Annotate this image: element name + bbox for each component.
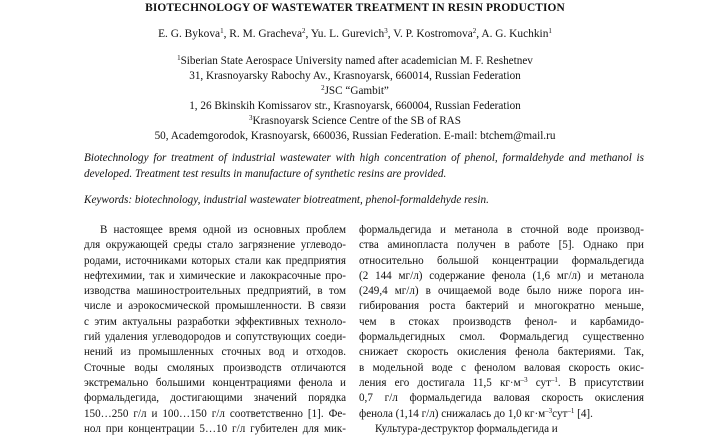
affiliation-2-address: 1, 26 Bkinskih Komissarov str., Krasnoyarsk, 660004, Russian Federation (189, 100, 521, 112)
text-line: гий удаления углеводородов и сопутствующих соеди- (84, 331, 346, 344)
affiliation-1-name: $^1$Siberian State Aerospace University named after academician M. F. Reshetnev (177, 54, 533, 67)
text-line: В настоящее время одной из основных проблем (100, 224, 346, 236)
text-line: 150…250 г/л и 100…150 г/л соответственно [1]. Фе- (84, 407, 346, 420)
text-line: нефтехимии, так и химические и лакокрасочные про- (84, 269, 346, 282)
author-name: Yu. L. Gurevich (310, 28, 385, 40)
author-affiliation-mark: 2 (472, 27, 477, 35)
author-affiliation-mark: 1 (548, 27, 552, 35)
text-line: нений из промышленных сточных вод и отходов. (84, 346, 346, 359)
paper-title: BIOTECHNOLOGY OF WASTEWATER TREATMENT IN RESIN PRODUCTION (145, 2, 565, 14)
text-line: ства аминопласта получен в работе [5]. Однако при (359, 239, 644, 252)
affiliation-3-name: $^3$Krasnoyarsk Science Centre of the SB of RAS (249, 114, 461, 127)
author-name: E. G. Bykova (158, 28, 221, 40)
abstract: Biotechnology for treatment of industrial wastewater with high concentration of phenol, formaldehyde and methanol is developed. Treatment test results in manufacture of synthetic resins are provided. (84, 152, 644, 180)
author-name: A. G. Kuchkin (481, 28, 549, 40)
author-affiliation-mark: 3 (384, 27, 388, 35)
text-line: (2 144 мг/л) содержание фенола (1,6 мг/л) и метанола (359, 269, 644, 282)
author-affiliation-mark: 1 (220, 27, 224, 35)
text-line: нол при концентрации 5…10 г/л губителен для мик- (84, 422, 346, 435)
text-line: снижает скорость окисления фенола бактериями. Так, (359, 346, 644, 359)
text-line: формальдегидных смол. Формальдегид существенно (359, 331, 644, 344)
text-line: относительно большой концентрации формальдегида (359, 254, 644, 267)
text-line: гибирования роста бактерий и многократно меньше, (359, 300, 644, 313)
text-line: фенола (1,14 г/л) снижалась до 1,0 $кг\cdot м^{-3}сут^{-1}$ [4]. (359, 406, 593, 420)
affiliation-3-address: 50, Academgorodok, Krasnoyarsk, 660036, Russian Federation. E-mail: btchem@mail.ru (154, 130, 556, 142)
text-line: 0,7 г/л формальдегида валовая скорость окисления (359, 392, 644, 405)
text-line: Культура-деструктор формальдегида и (375, 422, 558, 435)
author-list: E. G. Bykova$^1$, R. M. Gracheva$^2$, Yu. L. Gurevich$^3$, V. P. Kostromova$^2$, A. G. Kuchkin$^1$ (158, 27, 552, 40)
keywords: Keywords: biotechnology, industrial wastewater biotreatment, phenol-formaldehyde resin. (84, 194, 489, 206)
text-line: в модельной воде с фенолом валовая скорость окис- (359, 361, 644, 374)
text-line: Сточные воды смоляных производств отличаются (84, 361, 346, 374)
left-column (84, 223, 346, 437)
text-line: для окружающей среды стало загрязнение углеводо- (84, 239, 346, 252)
text-line: изводства машиностроительных предприятий, в том (84, 285, 346, 298)
text-line: числе и аэрокосмической промышленности. В связи (84, 300, 346, 313)
author-name: R. M. Gracheva (229, 28, 303, 40)
text-line: формальдегида, достигающими значений порядка (84, 392, 346, 405)
affiliations (0, 54, 710, 144)
affiliation-2-name: $^2$JSC “Gambit” (321, 84, 389, 97)
text-line: с этим актуальны разработки эффективных техноло- (84, 315, 346, 328)
text-line: формальдегида и метанола в сточной воде производ- (359, 224, 644, 236)
text-line: экстремально большими концентрациями фенола и (84, 376, 346, 389)
text-line: чем в стоках производств фенол- и карбамидо- (359, 315, 644, 328)
author-name: V. P. Kostromova (393, 28, 473, 40)
author-affiliation-mark: 2 (302, 27, 306, 35)
right-column (359, 223, 644, 437)
affiliation-1-address: 31, Krasnoyarsky Rabochy Av., Krasnoyarsk, 660014, Russian Federation (189, 70, 521, 82)
text-line: родами, источниками которых стали как предприятия (84, 254, 346, 267)
text-line: ления его достигала 11,5 $кг\cdot м^{-3}$ сут$^{-1}$. В присутствии (359, 375, 644, 389)
text-line: (249,4 мг/л) в очищаемой воде было ниже порога ин- (359, 285, 644, 298)
